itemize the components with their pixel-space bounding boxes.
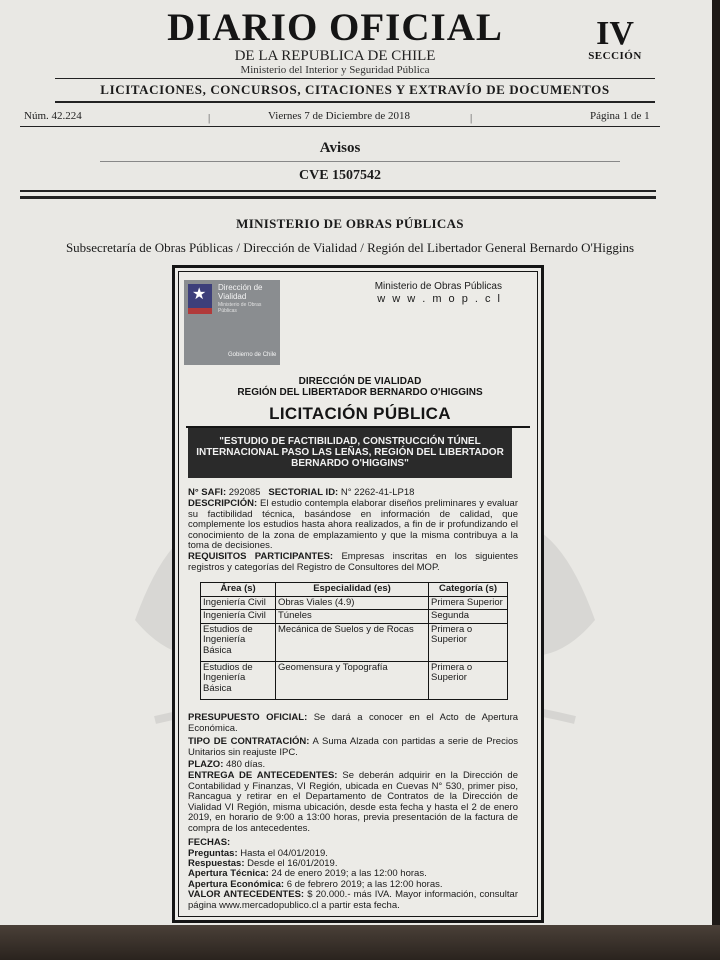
- fechas-label: FECHAS:: [188, 837, 231, 848]
- issue-date: Viernes 7 de Diciembre de 2018: [268, 110, 410, 122]
- cve-code: CVE 1507542: [298, 168, 382, 183]
- masthead: [150, 8, 520, 76]
- vialidad-logo: [184, 280, 280, 365]
- issue-number: Núm. 42.224: [24, 110, 82, 122]
- presupuesto-text: Se dará a conocer en el Acto de Apertura Económica.: [188, 712, 519, 734]
- respuestas-label: Respuestas:: [188, 858, 245, 869]
- apertura-economica-text: 6 de febrero 2019; a las 12:00 horas.: [286, 879, 443, 890]
- newspaper-title: DIARIO OFICIAL: [167, 6, 503, 49]
- table-cell: Segunda: [429, 610, 508, 624]
- table-row: [201, 610, 508, 624]
- safi-label: N° SAFI:: [188, 487, 227, 498]
- requisitos-label: REQUISITOS PARTICIPANTES:: [188, 551, 334, 562]
- region-line: REGIÓN DEL LIBERTADOR BERNARDO O'HIGGINS: [237, 387, 483, 398]
- direccion-line: DIRECCIÓN DE VIALIDAD: [298, 376, 422, 387]
- section-category: LICITACIONES, CONCURSOS, CITACIONES Y EXTRAVÍO DE DOCUMENTOS: [100, 82, 610, 97]
- table-cell: Mecánica de Suelos y de Rocas: [276, 623, 429, 661]
- apertura-economica-label: Apertura Económica:: [188, 879, 285, 890]
- section-label: SECCIÓN: [588, 50, 642, 62]
- table-cell: Geomensura y Topografía: [276, 661, 429, 699]
- divider: [55, 78, 655, 79]
- apertura-tecnica-line: [188, 869, 518, 880]
- safi-line: [188, 488, 518, 499]
- table-header: Área (s): [201, 583, 276, 597]
- mop-url: w w w . m o p . c l: [377, 293, 502, 305]
- preguntas-text: Hasta el 04/01/2019.: [240, 848, 328, 859]
- table-surface: [0, 925, 720, 960]
- newspaper-subtitle: DE LA REPUBLICA DE CHILE: [234, 48, 436, 64]
- safi-value: 292085: [228, 487, 261, 498]
- separator: |: [208, 112, 211, 124]
- table-cell: Ingeniería Civil: [201, 596, 276, 610]
- descripcion-label: DESCRIPCIÓN:: [188, 498, 258, 509]
- table-row: [201, 596, 508, 610]
- direccion-heading: [200, 376, 520, 398]
- valor-label: VALOR ANTECEDENTES:: [188, 889, 305, 900]
- table-header: Categoría (s): [429, 583, 508, 597]
- apertura-tecnica-text: 24 de enero 2019; a las 12:00 horas.: [271, 868, 427, 879]
- licitacion-heading: LICITACIÓN PÚBLICA: [269, 404, 451, 423]
- subsecretaria-line: Subsecretaría de Obras Públicas / Dirección de Vialidad / Región del Libertador General Bernardo O'Higgins: [65, 240, 635, 255]
- avisos-heading: Avisos: [319, 140, 361, 156]
- divider: [100, 161, 620, 162]
- plazo-label: PLAZO:: [188, 759, 224, 770]
- star-icon: ★: [192, 286, 207, 303]
- divider: [20, 196, 656, 199]
- entrega-paragraph: [188, 771, 518, 834]
- respuestas-text: Desde el 16/01/2019.: [247, 858, 338, 869]
- sectorial-label: SECTORIAL ID:: [268, 487, 339, 498]
- table-header: Especialidad (es): [276, 583, 429, 597]
- table-row: [201, 661, 508, 699]
- preguntas-label: Preguntas:: [188, 848, 238, 859]
- table-header-row: [201, 583, 508, 597]
- fechas-heading: [188, 838, 518, 849]
- section-number: IV: [596, 15, 634, 52]
- ministry-heading: MINISTERIO DE OBRAS PÚBLICAS: [236, 216, 464, 231]
- registry-table: [200, 582, 508, 700]
- newspaper-ministry: Ministerio del Interior y Seguridad Pública: [240, 64, 430, 76]
- tipo-label: TIPO DE CONTRATACIÓN:: [188, 736, 310, 747]
- plazo-text: 480 días.: [226, 759, 266, 770]
- presupuesto-paragraph: [188, 713, 518, 734]
- tipo-paragraph: [188, 737, 518, 758]
- table-cell: Primera o Superior: [429, 623, 508, 661]
- logo-footer: Gobierno de Chile: [228, 352, 277, 358]
- apertura-tecnica-label: Apertura Técnica:: [188, 868, 269, 879]
- plazo-paragraph: [188, 760, 518, 771]
- table-cell: Primera Superior: [429, 596, 508, 610]
- entrega-label: ENTREGA DE ANTECEDENTES:: [188, 770, 338, 781]
- table-cell: Túneles: [276, 610, 429, 624]
- mop-name: Ministerio de Obras Públicas: [374, 281, 502, 292]
- table-cell: Primera o Superior: [429, 661, 508, 699]
- requisitos-text: Empresas inscritas en los siguientes registros y categorías del Registro de Consultores del MOP.: [188, 551, 519, 573]
- page-counter: Página 1 de 1: [590, 110, 650, 122]
- tipo-text: A Suma Alzada con partidas a serie de Precios Unitarios sin reajuste IPC.: [188, 736, 518, 758]
- descripcion-paragraph: [188, 499, 518, 552]
- divider: [20, 190, 656, 192]
- entrega-text: Se deberán adquirir en la Dirección de Contabilidad y Finanzas, VI Región, ubicada en Cuevas N° 530, primer piso, Rancagua y retirar en el Departamento de Contratos de la Dirección de Vialidad VI Región, misma ubicación, desde esta fecha y hasta el 2 de enero 2019, en horario de 9:00 a 13:00 horas, previa presentación de la factura de compra de los antecedentes.: [188, 770, 518, 834]
- divider: [20, 126, 660, 127]
- sectorial-value: N° 2262-41-LP18: [340, 487, 415, 498]
- logo-ministry: Ministerio de Obras Públicas: [218, 302, 262, 314]
- logo-title: Dirección de Vialidad: [218, 283, 263, 301]
- page-edge-shadow: [712, 0, 720, 960]
- table-row: [201, 623, 508, 661]
- table-cell: Obras Viales (4.9): [276, 596, 429, 610]
- table-cell: Estudios de Ingeniería Básica: [201, 661, 276, 699]
- project-title-banner: "ESTUDIO DE FACTIBILIDAD, CONSTRUCCIÓN TÚNEL INTERNACIONAL PASO LAS LEÑAS, REGIÓN DEL LIBERTADOR BERNARDO O'HIGGINS": [188, 428, 512, 478]
- flag-red-block: [188, 308, 212, 314]
- table-cell: Ingeniería Civil: [201, 610, 276, 624]
- table-cell: Estudios de Ingeniería Básica: [201, 623, 276, 661]
- descripcion-text: El estudio contempla elaborar diseños preliminares y evaluar su factibilidad técnica, basándose en información de calidad, que complemente los estudios hasta ahora realizados, a fin de ir profundizando el conocimiento de la zona de emplazamiento y que la misma contribuya a la toma de decisiones.: [188, 498, 519, 551]
- separator: |: [470, 112, 473, 124]
- valor-paragraph: [188, 890, 518, 911]
- valor-text: $ 20.000.- más IVA. Mayor información, consultar página www.mercadopublico.cl a partir esta fecha.: [188, 889, 519, 911]
- section-marker: [585, 15, 645, 62]
- divider: [55, 101, 655, 103]
- presupuesto-label: PRESUPUESTO OFICIAL:: [188, 712, 308, 723]
- requisitos-paragraph: [188, 552, 518, 573]
